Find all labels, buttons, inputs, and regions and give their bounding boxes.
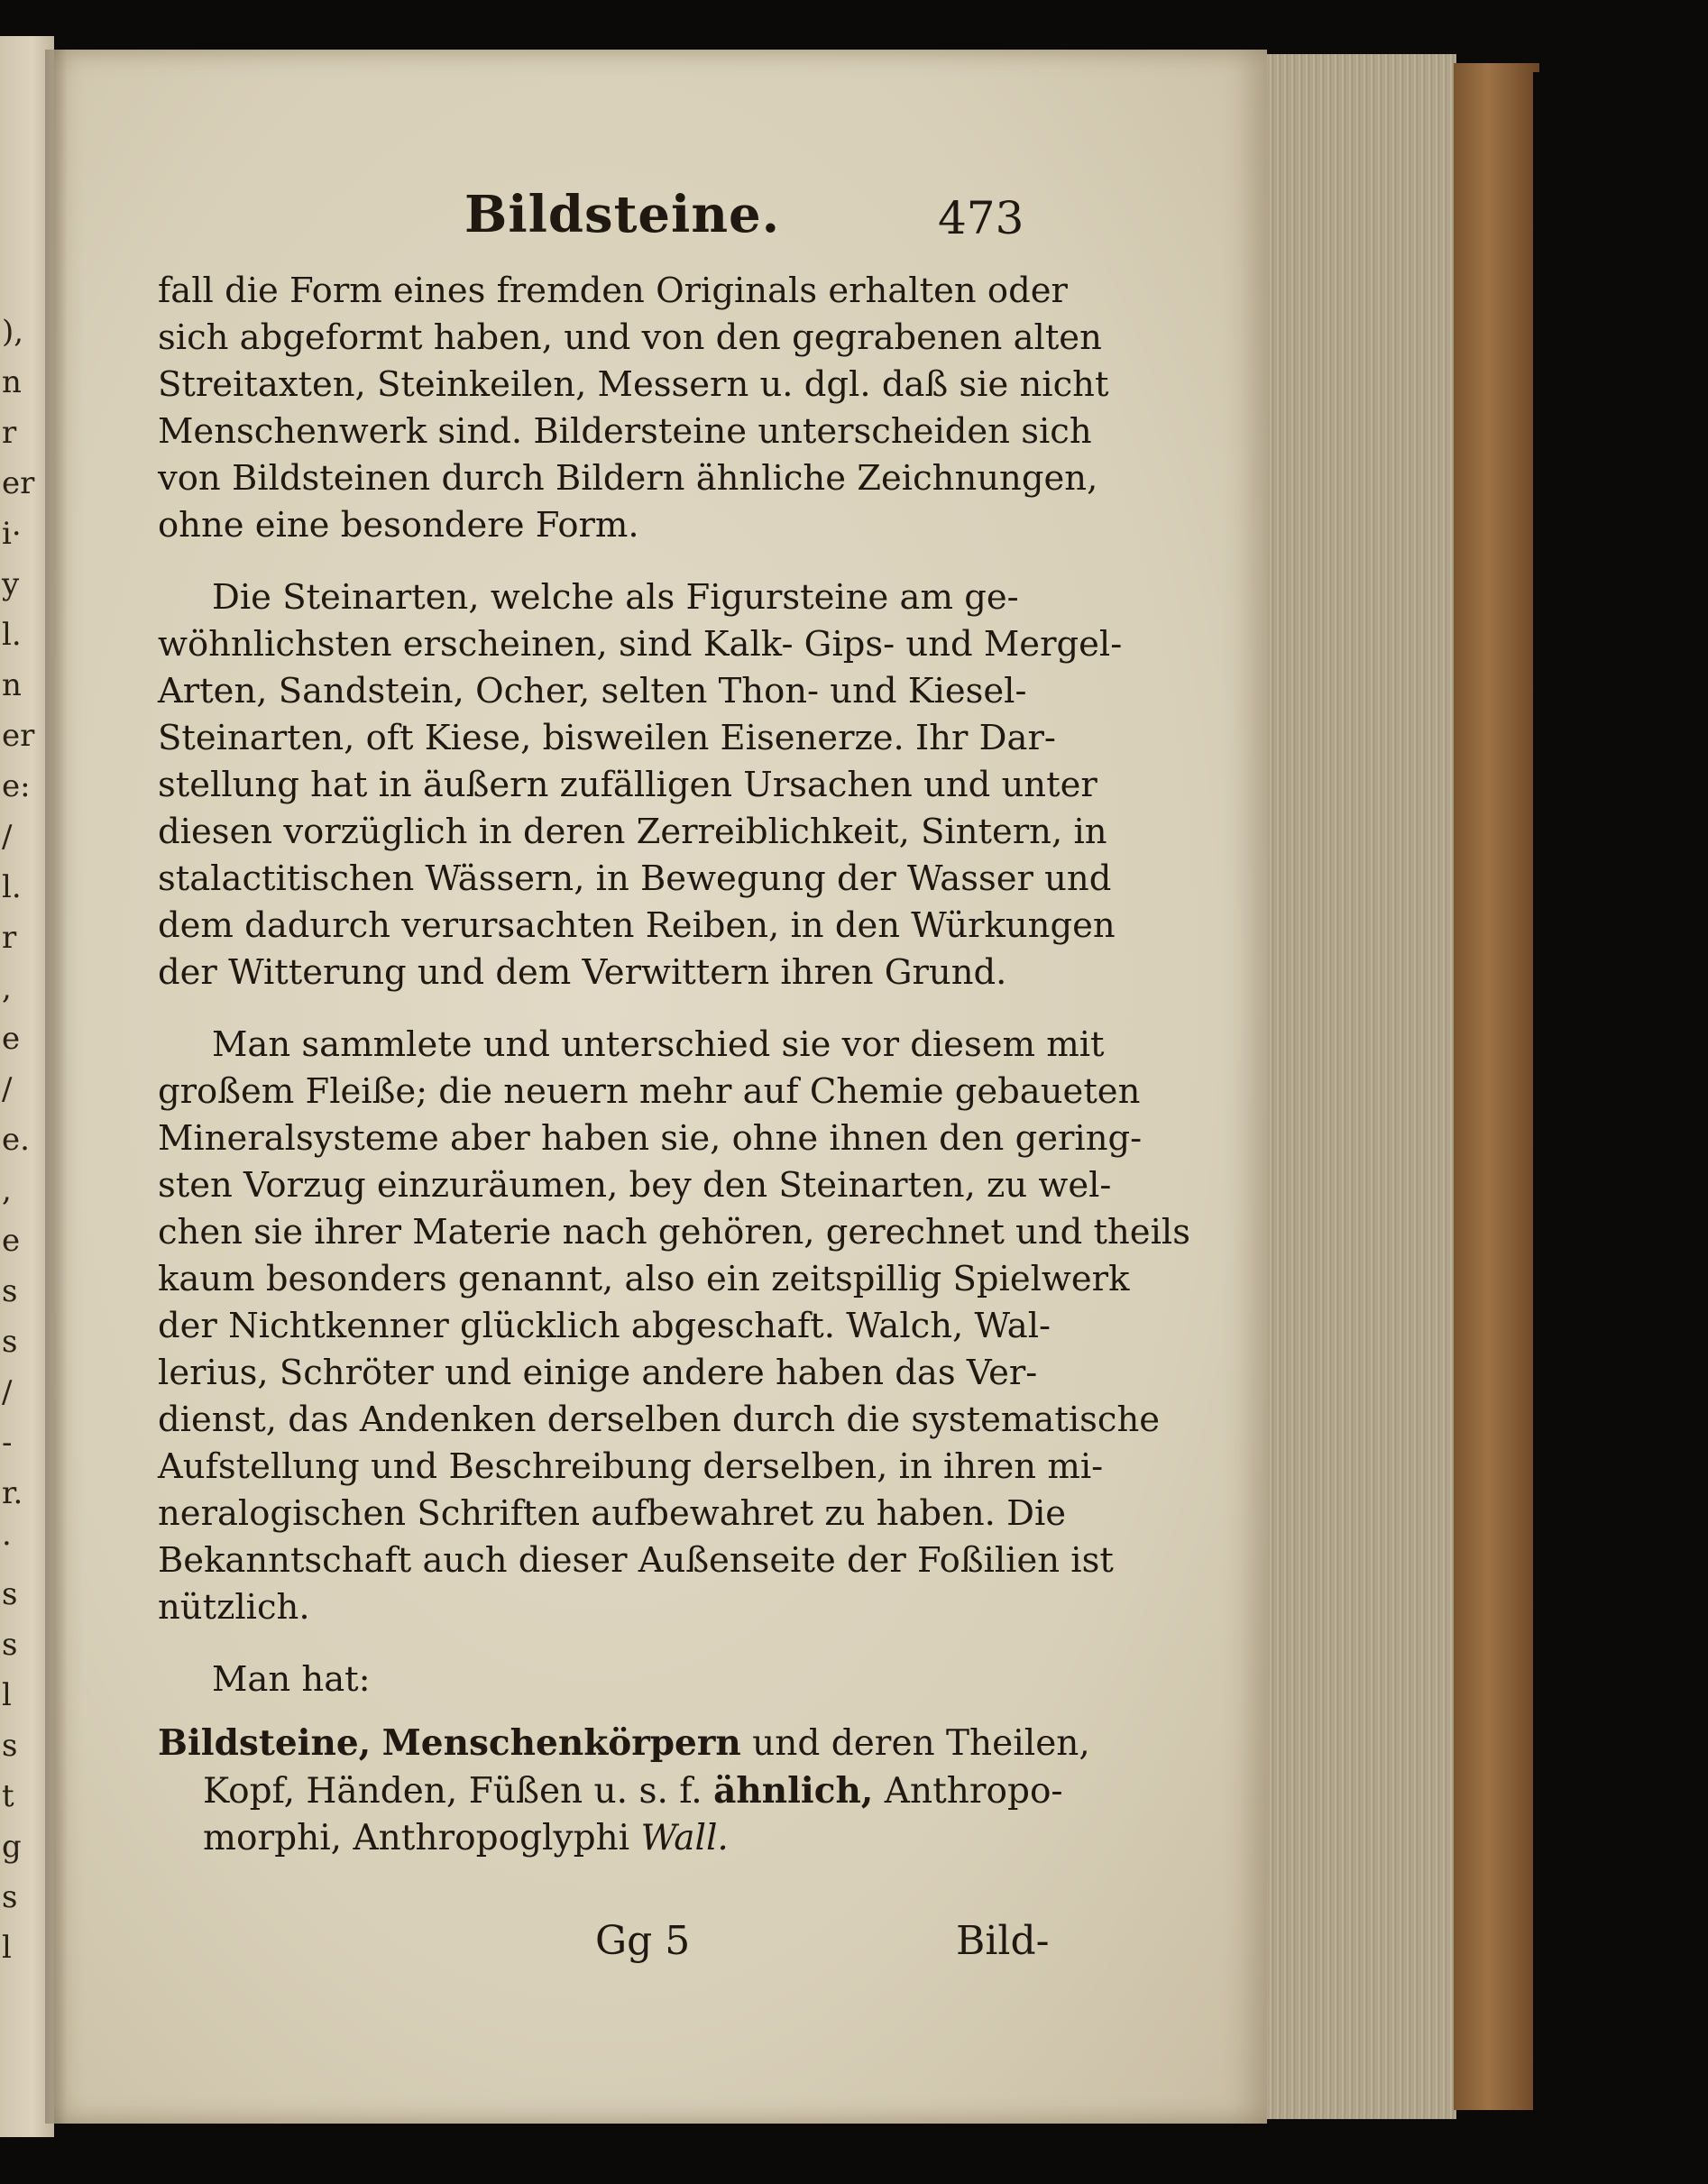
previous-page-fragment: ), [2, 314, 24, 350]
previous-page-fragment: s [2, 1627, 18, 1663]
previous-page-fragment: t [2, 1778, 14, 1814]
previous-page-fragment: e: [2, 768, 31, 804]
text-line: diesen vorzüglich in deren Zerreiblichkeit, Sintern, in [158, 812, 1107, 852]
text-line: fall die Form eines fremden Originals erhalten oder [158, 271, 1068, 311]
previous-page-fragment: n [2, 364, 22, 400]
previous-page-fragment: y [2, 566, 20, 602]
catchword: Bild- [956, 1918, 1050, 1964]
text-line: Die Steinarten, welche als Figursteine am ge- [212, 577, 1019, 618]
text-line: Steinarten, oft Kiese, bisweilen Eisenerze. Ihr Dar- [158, 718, 1056, 758]
text-line: sich abgeformt haben, und von den gegrabenen alten [158, 317, 1102, 358]
previous-page-fragment: / [2, 1071, 13, 1107]
previous-page-fragment: l [2, 1930, 12, 1966]
text-line: der Nichtkenner glücklich abgeschaft. Walch, Wal- [158, 1306, 1051, 1346]
previous-page-fragment: , [2, 970, 12, 1006]
text-line: der Witterung und dem Verwittern ihren Grund. [158, 952, 1007, 993]
previous-page-fragment: e. [2, 1122, 30, 1158]
text-line: neralogischen Schriften aufbewahret zu haben. Die [158, 1493, 1067, 1534]
text-line: von Bildsteinen durch Bildern ähnliche Zeichnungen, [158, 458, 1098, 499]
entry-bold-word: ähnlich, [713, 1770, 874, 1812]
entry-text: Kopf, Händen, Füßen u. s. f. [203, 1771, 714, 1812]
text-line: Arten, Sandstein, Ocher, selten Thon- und Kiesel- [158, 671, 1027, 711]
previous-page-fragment: , [2, 1172, 12, 1208]
paragraph-3 [158, 1022, 1190, 1631]
previous-page-fragment: r. [2, 1475, 23, 1511]
previous-page-text-fragments [2, 307, 35, 2020]
text-line: chen sie ihrer Materie nach gehören, gerechnet und theils [158, 1212, 1190, 1253]
previous-page-fragment: / [2, 819, 13, 855]
page-footer [158, 1918, 1060, 1972]
entry-line-2 [158, 1767, 1063, 1815]
text-line: ohne eine besondere Form. [158, 505, 639, 546]
paragraph-2 [158, 574, 1123, 996]
paragraph-4 [158, 1656, 1060, 1703]
entry-line-3 [158, 1815, 1060, 1862]
entry-line-1 [158, 1720, 1090, 1767]
classification-entry [158, 1720, 1090, 1862]
entry-bold-phrase: Menschenkörpern [381, 1722, 741, 1764]
text-line: lerius, Schröter und einige andere haben das Ver- [158, 1353, 1038, 1393]
text-line: Bekanntschaft auch dieser Außenseite der Foßilien ist [158, 1540, 1114, 1581]
text-line: stellung hat in äußern zufälligen Ursachen und unter [158, 765, 1097, 805]
text-line: wöhnlichsten erscheinen, sind Kalk- Gips- und Mergel- [158, 624, 1123, 665]
previous-page-fragment: s [2, 1728, 18, 1764]
previous-page-fragment: er [2, 718, 35, 754]
book-cover-edge [1454, 63, 1539, 2110]
text-line: sten Vorzug einzuräumen, bey den Steinarten, zu wel- [158, 1165, 1112, 1206]
text-line: Man hat: [212, 1659, 371, 1700]
text-line: dienst, das Andenken derselben durch die systematische [158, 1399, 1161, 1440]
text-line: Aufstellung und Beschreibung derselben, in ihren mi- [158, 1446, 1104, 1487]
text-line: dem dadurch verursachten Reiben, in den Würkungen [158, 905, 1116, 946]
entry-text: und deren Theilen, [740, 1723, 1090, 1764]
paragraph-1 [158, 268, 1109, 549]
background [1533, 72, 1708, 2110]
previous-page-fragment: s [2, 1879, 18, 1915]
previous-page-fragment: n [2, 667, 22, 703]
previous-page-fragment: l. [2, 617, 22, 653]
previous-page-fragment: g [2, 1829, 22, 1865]
page-block-edge [1267, 54, 1456, 2119]
previous-page-fragment: l [2, 1677, 12, 1713]
entry-term: Bildsteine, [158, 1722, 372, 1764]
text-line: großem Fleiße; die neuern mehr auf Chemie gebaueten [158, 1071, 1141, 1112]
text-line: Man sammlete und unterschied sie vor diesem mit [212, 1024, 1105, 1065]
running-title: Bildsteine. [464, 185, 781, 244]
entry-author-abbrev: Wall. [640, 1818, 729, 1858]
previous-page-fragment: i· [2, 516, 22, 552]
page-number: 473 [938, 192, 1024, 244]
page-gutter [45, 50, 67, 2124]
text-line: kaum besonders genannt, also ein zeitspillig Spielwerk [158, 1259, 1130, 1299]
previous-page-fragment: s [2, 1576, 18, 1612]
page-header [158, 185, 1060, 266]
signature-mark: Gg 5 [595, 1918, 691, 1964]
text-line: nützlich. [158, 1587, 310, 1628]
text-line: Mineralsysteme aber haben sie, ohne ihnen den gering- [158, 1118, 1143, 1159]
page-content [158, 185, 1190, 1972]
previous-page-fragment: s [2, 1324, 18, 1360]
previous-page-fragment: / [2, 1374, 13, 1410]
entry-latin: morphi, Anthropoglyphi [203, 1818, 641, 1858]
previous-page-fragment: - [2, 1425, 13, 1461]
text-line: stalactitischen Wässern, in Bewegung der Wasser und [158, 858, 1112, 899]
previous-page-fragment: er [2, 465, 35, 501]
previous-page-fragment: r [2, 415, 17, 451]
previous-page-fragment: e [2, 1021, 21, 1057]
text-line: Menschenwerk sind. Bildersteine unterscheiden sich [158, 411, 1092, 452]
previous-page-fragment: r [2, 920, 17, 956]
previous-page-fragment: s [2, 1273, 18, 1309]
previous-page-fragment: e [2, 1223, 21, 1259]
previous-page-fragment: · [2, 1526, 12, 1562]
previous-page-fragment: l. [2, 869, 22, 905]
text-line: Streitaxten, Steinkeilen, Messern u. dgl. daß sie nicht [158, 364, 1109, 405]
entry-latin: Anthropo- [873, 1771, 1063, 1812]
